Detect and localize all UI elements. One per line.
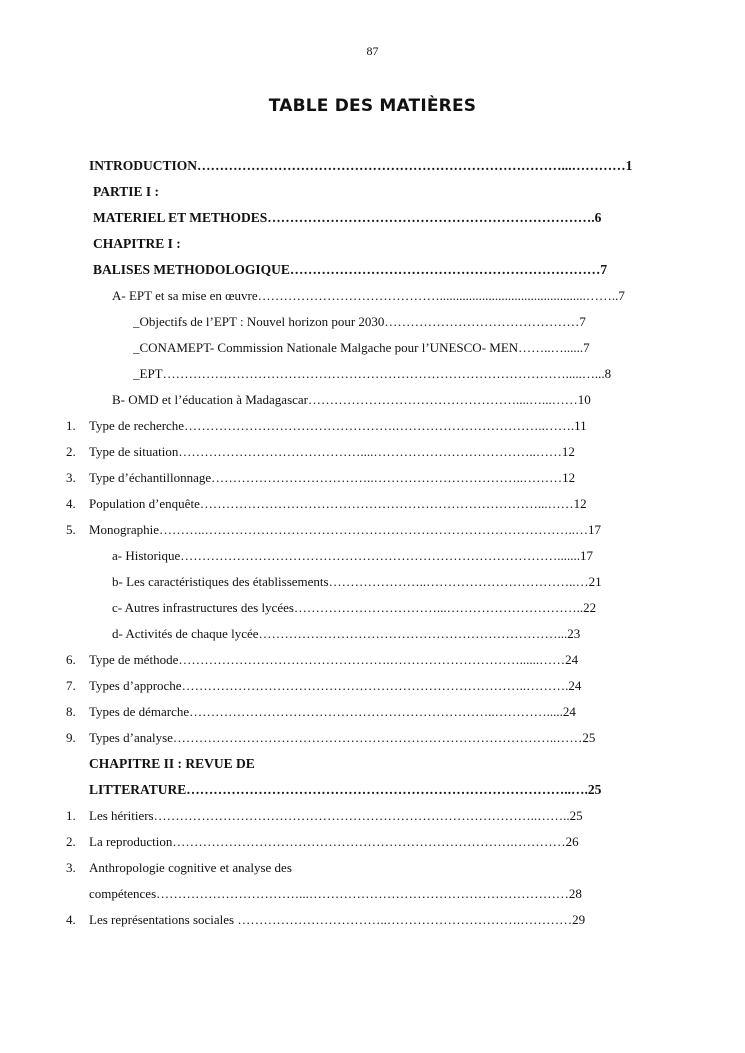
toc-entry[interactable] [0, 495, 745, 513]
toc-label: Types de démarche……………………………………………………………..………….....24 [89, 704, 576, 719]
toc-number: 3. [66, 860, 76, 875]
toc-entry[interactable]: d- Activités de chaque lycée……………………………………………………………...23 [112, 626, 581, 641]
toc-number: 1. [66, 808, 76, 823]
toc-label: Les représentations sociales ……………………………..………………………….…………29 [89, 912, 586, 927]
toc-entry[interactable] [0, 521, 745, 539]
toc-label: Type de situation……………………………………....………………………………..……12 [89, 444, 575, 459]
toc-entry[interactable]: _Objectifs de l’EPT : Nouvel horizon pour 2030………………………………………7 [133, 314, 586, 329]
toc-entry[interactable] [0, 703, 745, 721]
toc-entry[interactable]: BALISES METHODOLOGIQUE……………………………………………………………7 [93, 262, 608, 277]
toc-label: Type de recherche………………………………………….……………………………..…….11 [89, 418, 587, 433]
toc-number: 6. [66, 652, 76, 667]
toc-entry[interactable]: A- EPT et sa mise en œuvre…………………………………….............................................……..7 [112, 288, 625, 303]
toc-entry[interactable] [0, 469, 745, 487]
toc-number: 2. [66, 834, 76, 849]
toc-label: Types d’analyse……………………………………………………………………………..……25 [89, 730, 596, 745]
toc-entry[interactable]: compétences……………………………...……………………………………………………28 [89, 886, 582, 901]
toc-number: 1. [66, 418, 76, 433]
toc-number: 7. [66, 678, 76, 693]
toc-entry: CHAPITRE I : [93, 236, 181, 251]
toc-entry[interactable]: c- Autres infrastructures des lycées……………………………...…………………………..22 [112, 600, 597, 615]
toc-entry[interactable] [0, 833, 745, 851]
toc-label: Monographie………..…………………………………………………………………………..…17 [89, 522, 602, 537]
toc-label: Type de méthode………………………………………….…………………………......……24 [89, 652, 579, 667]
toc-entry[interactable]: _CONAMEPT- Commission Nationale Malgache pour l’UNESCO- MEN……..…......7 [133, 340, 590, 355]
toc-label: La reproduction…………………………………………………………………….…………26 [89, 834, 579, 849]
page-title: TABLE DES MATIÈRES [268, 96, 477, 116]
toc-label: Anthropologie cognitive et analyse des [89, 860, 292, 875]
toc-number: 9. [66, 730, 76, 745]
toc-entry[interactable] [0, 729, 745, 747]
toc-label: Les héritiers……………………………………………………………………………..……..25 [89, 808, 583, 823]
toc-entry[interactable] [0, 677, 745, 695]
toc-number: 2. [66, 444, 76, 459]
toc-entry[interactable] [0, 911, 745, 929]
toc-entry[interactable] [0, 859, 745, 877]
toc-entry[interactable]: LITTERATURE…………………………………………………………………………..….25 [89, 782, 602, 797]
toc-entry[interactable]: b- Les caractéristiques des établissements…………………..……………………………..…21 [112, 574, 602, 589]
toc-number: 5. [66, 522, 76, 537]
toc-number: 4. [66, 496, 76, 511]
toc-entry: CHAPITRE II : REVUE DE [89, 756, 255, 771]
toc-number: 3. [66, 470, 76, 485]
toc-entry: PARTIE I : [93, 184, 160, 199]
toc-entry[interactable]: B- OMD et l’éducation à Madagascar…………………………………………....…...……10 [112, 392, 591, 407]
toc-number: 8. [66, 704, 76, 719]
page-number: 87 [366, 44, 379, 58]
toc-entry[interactable] [0, 443, 745, 461]
toc-entry[interactable]: _EPT………………………………………………………………………………….....…...8 [133, 366, 612, 381]
toc-label: Type d’échantillonnage………………………………..……………………………..………12 [89, 470, 576, 485]
toc-entry[interactable]: INTRODUCTION………………………………………………………………………...…………1 [89, 158, 633, 173]
toc-entry[interactable] [0, 807, 745, 825]
toc-entry[interactable]: a- Historique…………………………………………………………………………….......17 [112, 548, 593, 563]
toc-label: Types d’approche……………………………………………………………………..……….24 [89, 678, 582, 693]
toc-entry[interactable] [0, 651, 745, 669]
toc-entry[interactable]: MATERIEL ET METHODES……………………………………………………………….6 [93, 210, 602, 225]
toc-number: 4. [66, 912, 76, 927]
toc-entry[interactable] [0, 417, 745, 435]
toc-label: Population d’enquête……………………………………………………………………...……12 [89, 496, 587, 511]
